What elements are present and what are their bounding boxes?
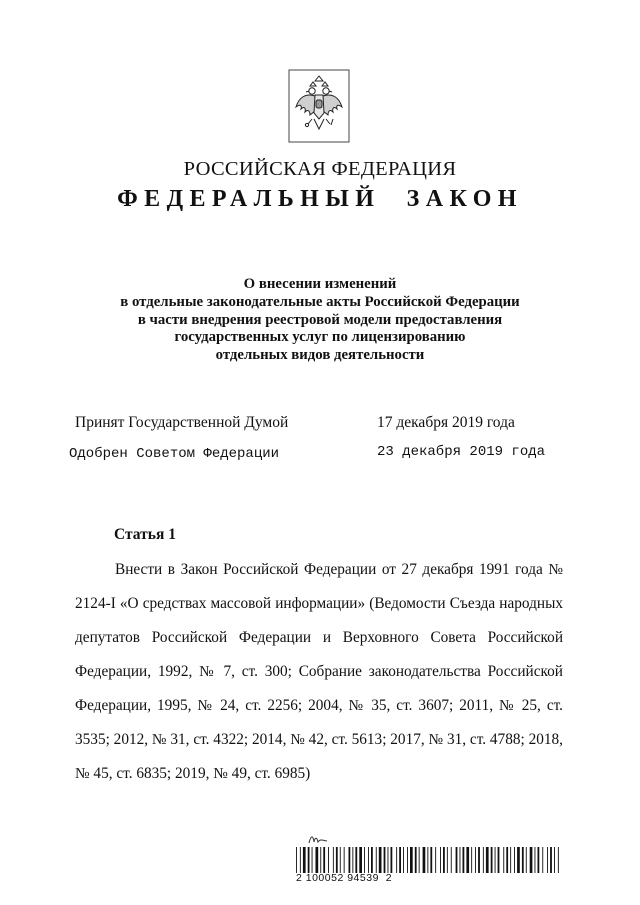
title-line: государственных услуг по лицензированию <box>174 329 466 346</box>
document-type: ФЕДЕРАЛЬНЫЙ ЗАКОН <box>117 186 523 212</box>
country-name: РОССИЙСКАЯ ФЕДЕРАЦИЯ <box>183 158 457 180</box>
article-paragraph: Внести в Закон Российской Федерации от 27 декабря 1991 года № 2124-I «О средствах массовой информации» (Ведомости Съезда народных депутатов Российской Федерации и Верховного Совета Российской Федерации, 1992, № 7, ст. 300; Собрание законодательства Российской Федерации, 1995, № 24, ст. 2256; 2004, № 35, ст. 3607; 2011, № 25, ст. 3535; 2012, № 31, ст. 4322; 2014, № 42, ст. 5613; 2017, № 31, ст. 4788; 2018, № 45, ст. 6835; 2019, № 49, ст. 6985) <box>75 561 563 782</box>
law-title <box>0 276 640 365</box>
article-body <box>75 553 563 791</box>
barcode-number: 2 100052 94539 2 <box>296 872 393 884</box>
approved-date: 23 декабря 2019 года <box>377 444 546 460</box>
coat-of-arms-icon <box>288 69 350 143</box>
signature-mark <box>307 833 329 847</box>
article-heading: Статья 1 <box>114 526 176 543</box>
title-line: в части внедрения реестровой модели предоставления <box>137 311 503 328</box>
barcode <box>296 847 560 873</box>
approved-label: Одобрен Советом Федерации <box>69 446 280 462</box>
title-line: отдельных видов деятельности <box>215 347 425 364</box>
adopted-date: 17 декабря 2019 года <box>377 414 515 431</box>
title-line: в отдельные законодательные акты Российской Федерации <box>120 293 520 310</box>
adopted-label: Принят Государственной Думой <box>75 414 289 431</box>
title-line: О внесении изменений <box>243 276 397 292</box>
